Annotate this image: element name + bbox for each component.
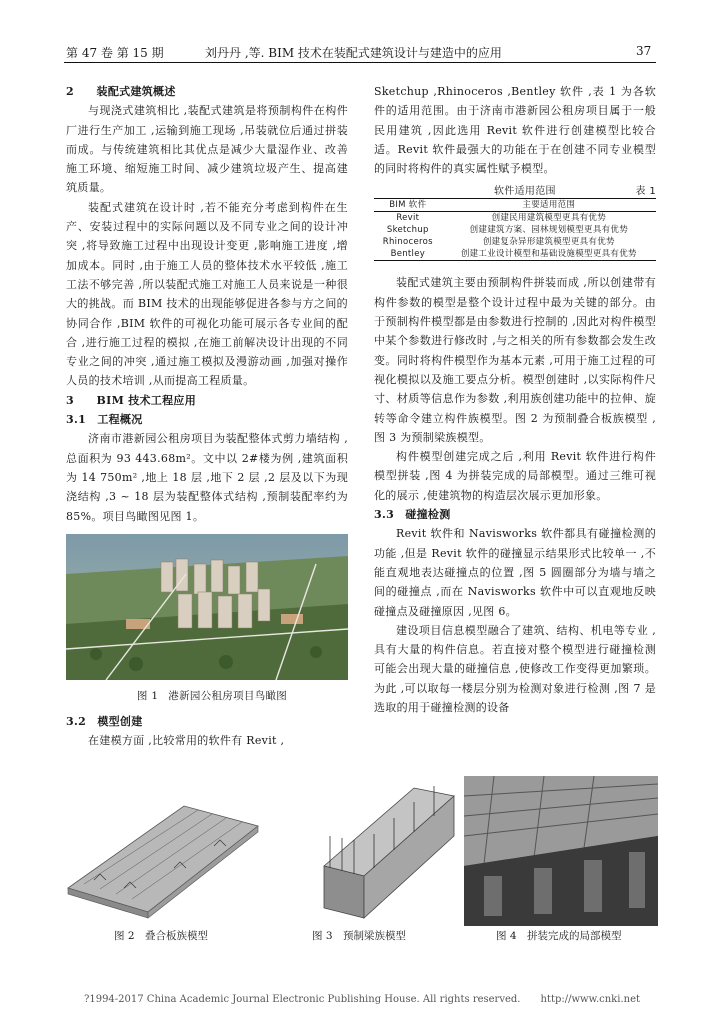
table-header-cell: 主要适用范围 [442,199,656,212]
table-title: 软件适用范围 [494,186,556,198]
fig1-label: 图 1 [136,689,159,702]
composite-slab-model-image [64,776,260,926]
figure-2-caption: 图 2 叠合板族模型 [114,930,209,942]
figure-row [62,776,658,926]
right-column [374,82,656,717]
figure-4-caption: 图 4 拼装完成的局部模型 [496,930,622,942]
paragraph: 装配式建筑在设计时 ,若不能充分考虑到构件在生产、安装过程中的实际问题以及不同专业之间的设计冲突 ,将导致施工过程中出现设计变更 ,影响施工进度 ,增加成本。同时 ,由于施工人员的整体技术水平较低 ,施工工法不够完善 ,所以装配式施工对施工人员来说是一种很大的挑战。而 BIM 技术的出现能够促进各参与方之间的协同合作 ,BIM 软件的可视化功能可展示各专业间的配合 ,进行施工过程的模拟 ,在施工前解决设计出现的不同专业之间的冲突 ,通过施工模拟及漫游动画 ,加强对操作人员的技术培训 ,从而提高工程质量。 [66,200,348,388]
table-cell: 创建建筑方案、园林规划模型更具有优势 [469,225,629,236]
table-number: 表 1 [635,186,656,198]
table-row [374,236,656,248]
section-3-3-heading: 3.3 碰撞检测 [374,508,451,522]
table-cell: Sketchup [386,225,429,236]
table-row [374,212,656,225]
table-cell: 创建工业设计模型和基础设施模型更具有优势 [442,248,656,261]
precast-beam-model-image [264,776,460,926]
figure-3-caption: 图 3 预制梁族模型 [312,930,407,942]
table-1 [374,182,656,261]
table-cell: 创建民用建筑模型更具有优势 [491,213,607,224]
paragraph: 构件模型创建完成之后 ,利用 Revit 软件进行构件模型拼装 ,图 4 为拼装完成的局部模型。通过三维可视化的展示 ,使建筑物的构造层次展示更加形象。 [374,450,656,502]
paragraph: Sketchup ,Rhinoceros ,Bentley 软件 ,表 1 为各软件的适用范围。由于济南市港新园公租房项目属于一般民用建筑 ,因此选用 Revit 软件进行创建模型比较合适。Revit 软件最强大的功能在于在创建不同专业模型的同时将构件的真实属性赋予模型。 [374,85,656,176]
journal-issue: 第 47 卷 第 15 期 [66,46,164,60]
fig1-title: 港新园公租房项目鸟瞰图 [168,689,288,702]
section-3-1-heading: 3.1 工程概况 [66,413,143,427]
section-3-2-heading: 3.2 模型创建 [66,714,143,728]
table-cell: Bentley [374,248,442,261]
paragraph: Revit 软件和 Navisworks 软件都具有碰撞检测的功能 ,但是 Revit 软件的碰撞显示结果形式比较单一 ,不能直观地表达碰撞点的位置 ,图 5 圆圈部分为墙与墙之间的碰撞点 ,而在 Navisworks 软件中可以直观地反映碰撞点及碰撞原因 ,见图 6。 [374,527,656,618]
paragraph: 建设项目信息模型融合了建筑、结构、机电等专业 ,具有大量的构件信息。若直接对整个模型进行碰撞检测可能会出现大量的碰撞信息 ,使修改工作变得更加繁琐。为此 ,可以取每一楼层分别为检测对象进行检测 ,图 7 是选取的用于碰撞检测的设备 [374,623,656,715]
paragraph: 与现浇式建筑相比 ,装配式建筑是将预制构件在构件厂进行生产加工 ,运输到施工现场 ,吊装就位后通过拼装而成。与传统建筑相比其优点是减少大量湿作业、改善施工环境、缩短施工时间、减少建筑垃圾产生、提高建筑质量。 [66,104,348,195]
figure-1-caption [66,688,348,704]
paragraph: 装配式建筑主要由预制构件拼装而成 ,所以创建带有构件参数的模型是整个设计过程中最为关键的部分。由于预制构件模型都是由参数进行控制的 ,因此对构件模型中某个参数进行修改时 ,与之相关的所有参数都会发生改变。同时将构件模型作为基本元素 ,可用于施工过程的可视化模拟以及施工要点分析。模型创建时 ,以实际构件尺寸、材质等信息作为参数 ,利用族创建功能中的拉伸、旋转等命令建立构件族模型。图 2 为预制叠合板族模型 ,图 3 为预制梁族模型。 [374,276,656,444]
section-3-heading: 3 BIM 技术工程应用 [66,393,197,407]
table-cell: Revit [396,213,420,224]
table-row [374,248,656,261]
table-cell: Rhinoceros [382,237,433,248]
table-caption [374,182,656,198]
table-row [374,224,656,236]
header-rule [64,62,656,63]
section-2-heading: 2 装配式建筑概述 [66,85,176,98]
page-number: 37 [636,44,652,58]
paragraph: 济南市港新园公租房项目为装配整体式剪力墙结构 ,总面积为 93 443.68m²。文中以 2#楼为例 ,建筑面积为 14 750m² ,地上 18 层 ,地下 2 层 ,2 层及以下为现浇结构 ,3 ~ 18 层为装配整体式结构 ,预制装配率约为 85%。项目鸟瞰图见图 1。 [66,432,348,523]
table-cell: 创建复杂异形建筑模型更具有优势 [482,237,615,248]
left-column [66,82,348,750]
assembled-model-image [464,776,658,926]
copyright-footer: ?1994-2017 China Academic Journal Electronic Publishing House. All rights reserved. http://www.cnki.net [83,994,640,1005]
paragraph: 在建模方面 ,比较常用的软件有 Revit , [88,734,285,748]
table-header-cell: BIM 软件 [374,199,442,212]
software-table [374,198,656,261]
aerial-view-image [66,534,348,680]
running-title: 刘丹丹 ,等. BIM 技术在装配式建筑设计与建造中的应用 [205,46,502,60]
